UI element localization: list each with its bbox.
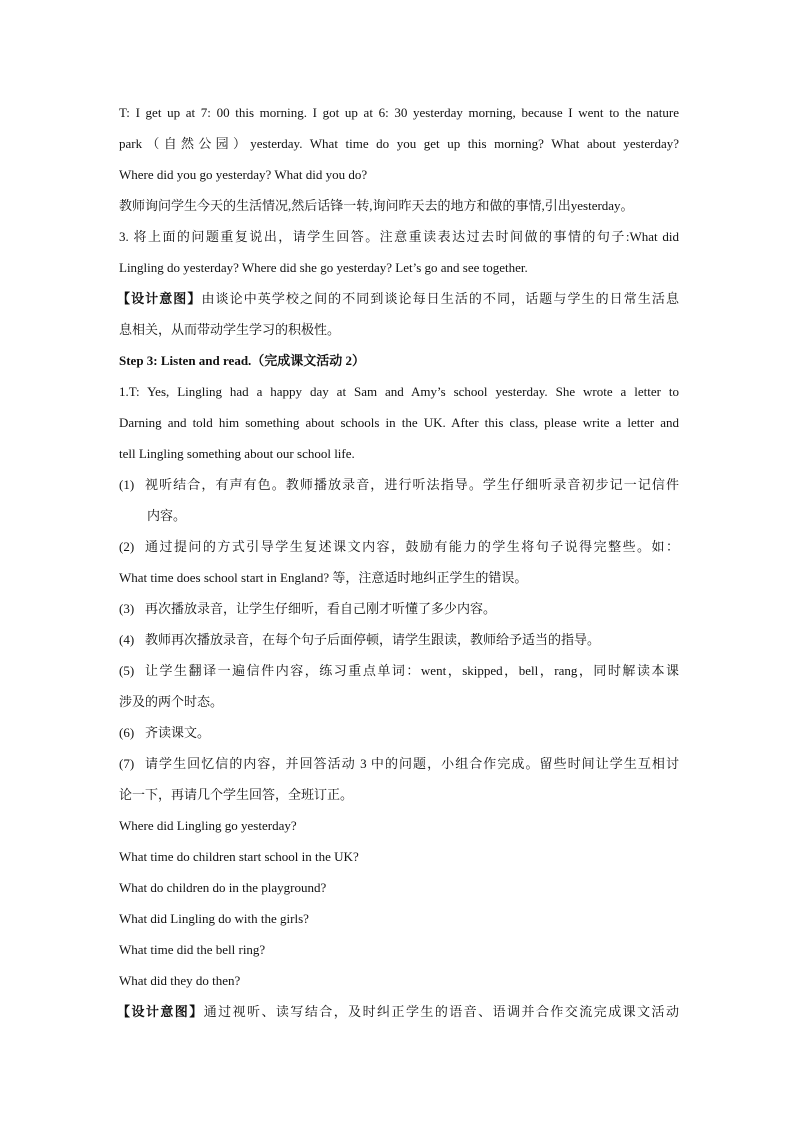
question-line: What do children do in the playground? [119,880,327,895]
paragraph-line: Lingling do yesterday? Where did she go yesterday? Let’s go and see together. [119,260,528,275]
question-line: What did Lingling do with the girls? [119,911,309,926]
list-item [119,723,679,754]
list-item-number: (2) [119,539,135,554]
list-item-number: (1) [119,477,135,492]
design-intent-label: 【设计意图】 [117,1004,204,1019]
list-item-number: (3) [119,601,135,616]
paragraph-line: 1.T: Yes, Lingling had a happy day at Sam and Amy’s school yesterday. She wrote a letter to [119,384,679,399]
paragraph-line: 涉及的两个时态。 [119,694,224,709]
paragraph-line: 3. 将上面的问题重复说出，请学生回答。注意重读表达过去时间做的事情的句子:What did [119,229,679,244]
paragraph-line: 论一下，再请几个学生回答，全班订正。 [119,787,354,802]
paragraph-line: What time does school start in England? 等，注意适时地纠正学生的错误。 [119,570,528,585]
list-item-text: 再次播放录音，让学生仔细听，看自己刚才听懂了多少内容。 [145,601,497,616]
list-item-number: (7) [119,756,135,771]
list-item-number: (6) [119,725,135,740]
list-item-text: 视听结合，有声有色。教师播放录音，进行听法指导。学生仔细听录音初步记一记信件 [145,477,679,492]
step-heading: Step 3: Listen and read.（完成课文活动 2） [119,353,366,368]
list-item-number: (5) [119,663,135,678]
design-intent-line [119,1002,679,1033]
list-item-text: 通过提问的方式引导学生复述课文内容，鼓励有能力的学生将句子说得完整些。如： [145,539,679,554]
document-body [119,103,679,1033]
paragraph-line: Where did you go yesterday? What did you do? [119,167,368,182]
design-intent-text: 由谈论中英学校之间的不同到谈论每日生活的不同，话题与学生的日常生活息 [201,291,679,306]
question-line: What time do children start school in the UK? [119,849,359,864]
list-item-number: (4) [119,632,135,647]
paragraph-line: Darning and told him something about schools in the UK. After this class, please write a letter and [119,415,679,430]
design-intent-text: 通过视听、读写结合，及时纠正学生的语音、语调并合作交流完成课文活动 [203,1004,679,1019]
list-item [119,661,679,692]
paragraph-line: 息相关，从而带动学生学习的积极性。 [119,322,341,337]
list-item-text: 教师再次播放录音，在每个句子后面停顿，请学生跟读，教师给予适当的指导。 [145,632,601,647]
list-item-text: 齐读课文。 [145,725,211,740]
list-item [119,475,679,506]
question-line: What did they do then? [119,973,241,988]
question-line: What time did the bell ring? [119,942,266,957]
list-item [119,630,679,661]
question-line: Where did Lingling go yesterday? [119,818,297,833]
design-intent-line [119,289,679,320]
list-item [119,537,679,568]
design-intent-label: 【设计意图】 [117,291,202,306]
paragraph-line: 教师询问学生今天的生活情况,然后话锋一转,询问昨天去的地方和做的事情,引出yesterday。 [119,198,634,213]
list-item-text: 让学生翻译一遍信件内容，练习重点单词：went，skipped，bell，rang，同时解读本课 [145,663,679,678]
list-item [119,754,679,785]
list-item-text: 请学生回忆信的内容，并回答活动 3 中的问题，小组合作完成。留些时间让学生互相讨 [145,756,679,771]
paragraph-line: 内容。 [147,508,187,523]
list-item [119,599,679,630]
paragraph-line: tell Lingling something about our school life. [119,446,355,461]
paragraph-line: park（自然公园）yesterday. What time do you get up this morning? What about yesterday? [119,136,679,151]
paragraph-line: T: I get up at 7: 00 this morning. I got up at 6: 30 yesterday morning, because I went to the nature [119,105,679,120]
